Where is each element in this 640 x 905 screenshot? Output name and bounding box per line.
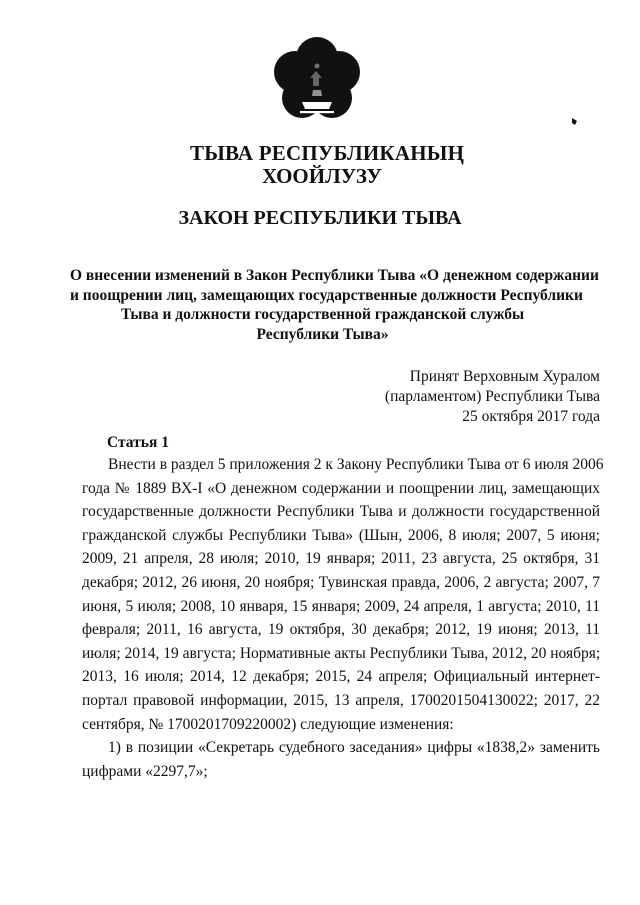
- tuva-emblem-icon: [272, 36, 362, 126]
- law-subject: [70, 266, 599, 344]
- subject-line: и поощрении лиц, замещающих государственные должности Республики: [70, 286, 583, 304]
- subject-line: Тыва и должности государственной гражданской службы: [120, 306, 525, 323]
- body-line: февраля; 2011, 16 августа, 19 октября, 30 декабря; 2012, 19 июня; 2013, 11: [82, 621, 600, 639]
- body-line: гражданской службы Республики Тыва» (Шын, 2006, 8 июля; 2007, 5 июня;: [82, 526, 600, 544]
- body-line: Внести в раздел 5 приложения 2 к Закону Республики Тыва от 6 июля 2006: [108, 456, 604, 473]
- body-line: июня, 5 июля; 2008, 10 января, 15 января; 2009, 24 апреля, 1 августа; 2010, 11: [82, 597, 600, 615]
- body-line: цифрами «2297,7»;: [82, 762, 208, 780]
- title-tuvan-line2: ХООЙЛУЗУ: [262, 164, 382, 188]
- body-line: 2013, 16 июля; 2014, 12 декабря; 2015, 24 апреля; Официальный интернет-: [82, 668, 600, 686]
- body-line: сентября, № 1700201709220002) следующие изменения:: [82, 715, 454, 733]
- title-tuvan-line1: ТЫВА РЕСПУБЛИКАНЫҢ: [190, 141, 465, 165]
- title-russian: ЗАКОН РЕСПУБЛИКИ ТЫВА: [178, 207, 462, 229]
- adoption-line: Принят Верховным Хуралом: [409, 368, 600, 385]
- adoption-note: [385, 367, 600, 427]
- amendment-item: 1) в позиции «Секретарь судебного заседания» цифры «1838,2» заменить: [108, 739, 600, 757]
- ink-mark-icon: [571, 117, 578, 126]
- subject-line: Республики Тыва»: [256, 325, 389, 343]
- article-heading: Статья 1: [107, 434, 169, 451]
- adoption-date: 25 октября 2017 года: [462, 408, 600, 425]
- article-body: [82, 453, 604, 783]
- body-line: года № 1889 ВХ-I «О денежном содержании и поощрении лиц, замещающих: [82, 479, 600, 497]
- body-line: портал правовой информации, 2015, 13 апреля, 1700201504130022; 2017, 22: [82, 691, 600, 709]
- body-line: 2009, 21 апреля, 28 июля; 2010, 19 января; 2011, 23 августа, 25 октября, 31: [82, 550, 600, 568]
- body-line: декабря; 2012, 26 июня, 20 ноября; Тувинская правда, 2006, 2 августа; 2007, 7: [82, 573, 600, 591]
- adoption-line: (парламентом) Республики Тыва: [384, 388, 600, 405]
- body-line: государственные должности Республики Тыва и должности государственной: [82, 503, 600, 521]
- subject-line: О внесении изменений в Закон Республики Тыва «О денежном содержании: [70, 267, 599, 284]
- body-line: июля; 2014, 19 августа; Нормативные акты Республики Тыва, 2012, 20 ноября;: [82, 644, 601, 662]
